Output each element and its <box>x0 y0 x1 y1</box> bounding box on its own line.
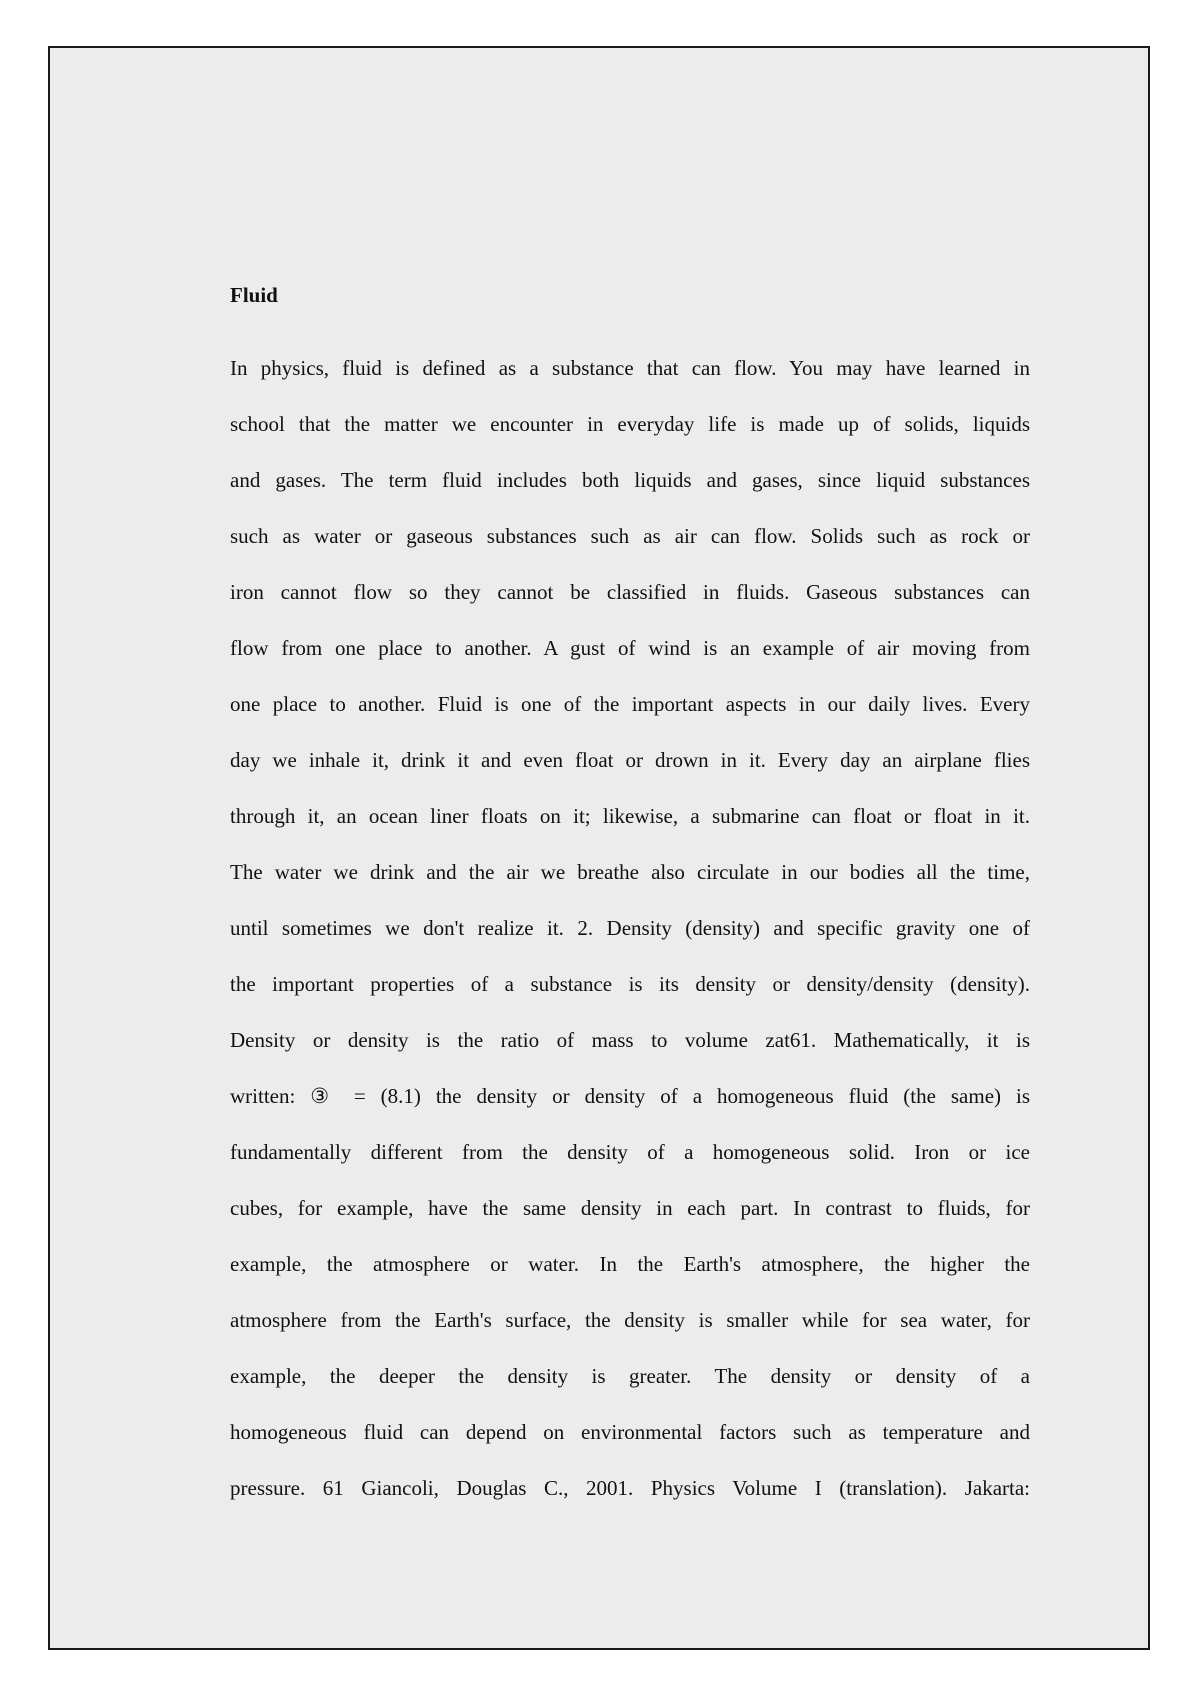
body-line: flow from one place to another. A gust of wind is an example of air moving from <box>230 636 1030 660</box>
body-line: pressure. 61 Giancoli, Douglas C., 2001. Physics Volume I (translation). Jakarta: <box>230 1476 1030 1500</box>
body-line: through it, an ocean liner floats on it; likewise, a submarine can float or float in it. <box>230 804 1030 828</box>
body-line: homogeneous fluid can depend on environmental factors such as temperature and <box>230 1420 1030 1444</box>
body-line: example, the atmosphere or water. In the Earth's atmosphere, the higher the <box>230 1252 1030 1276</box>
document-body <box>230 340 1030 1516</box>
body-line: day we inhale it, drink it and even float or drown in it. Every day an airplane flies <box>230 748 1030 772</box>
body-line: written: ③ = (8.1) the density or density of a homogeneous fluid (the same) is <box>230 1084 1030 1108</box>
document-content <box>230 280 1030 1516</box>
document-title: Fluid <box>230 283 278 307</box>
body-line: Density or density is the ratio of mass to volume zat61. Mathematically, it is <box>230 1028 1030 1052</box>
body-line: such as water or gaseous substances such as air can flow. Solids such as rock or <box>230 524 1030 548</box>
body-line: fundamentally different from the density of a homogeneous solid. Iron or ice <box>230 1140 1030 1164</box>
body-line: and gases. The term fluid includes both liquids and gases, since liquid substances <box>230 468 1030 492</box>
body-line: school that the matter we encounter in everyday life is made up of solids, liquids <box>230 412 1030 436</box>
body-line: In physics, fluid is defined as a substance that can flow. You may have learned in <box>230 356 1030 380</box>
body-line: example, the deeper the density is greater. The density or density of a <box>230 1364 1030 1388</box>
body-line: one place to another. Fluid is one of the important aspects in our daily lives. Every <box>230 692 1030 716</box>
body-line: the important properties of a substance is its density or density/density (density). <box>230 972 1030 996</box>
body-line: iron cannot flow so they cannot be classified in fluids. Gaseous substances can <box>230 580 1030 604</box>
body-line: cubes, for example, have the same density in each part. In contrast to fluids, for <box>230 1196 1030 1220</box>
body-line: atmosphere from the Earth's surface, the density is smaller while for sea water, for <box>230 1308 1030 1332</box>
body-line: until sometimes we don't realize it. 2. Density (density) and specific gravity one of <box>230 916 1030 940</box>
body-line: The water we drink and the air we breathe also circulate in our bodies all the time, <box>230 860 1030 884</box>
document-page <box>48 46 1150 1650</box>
